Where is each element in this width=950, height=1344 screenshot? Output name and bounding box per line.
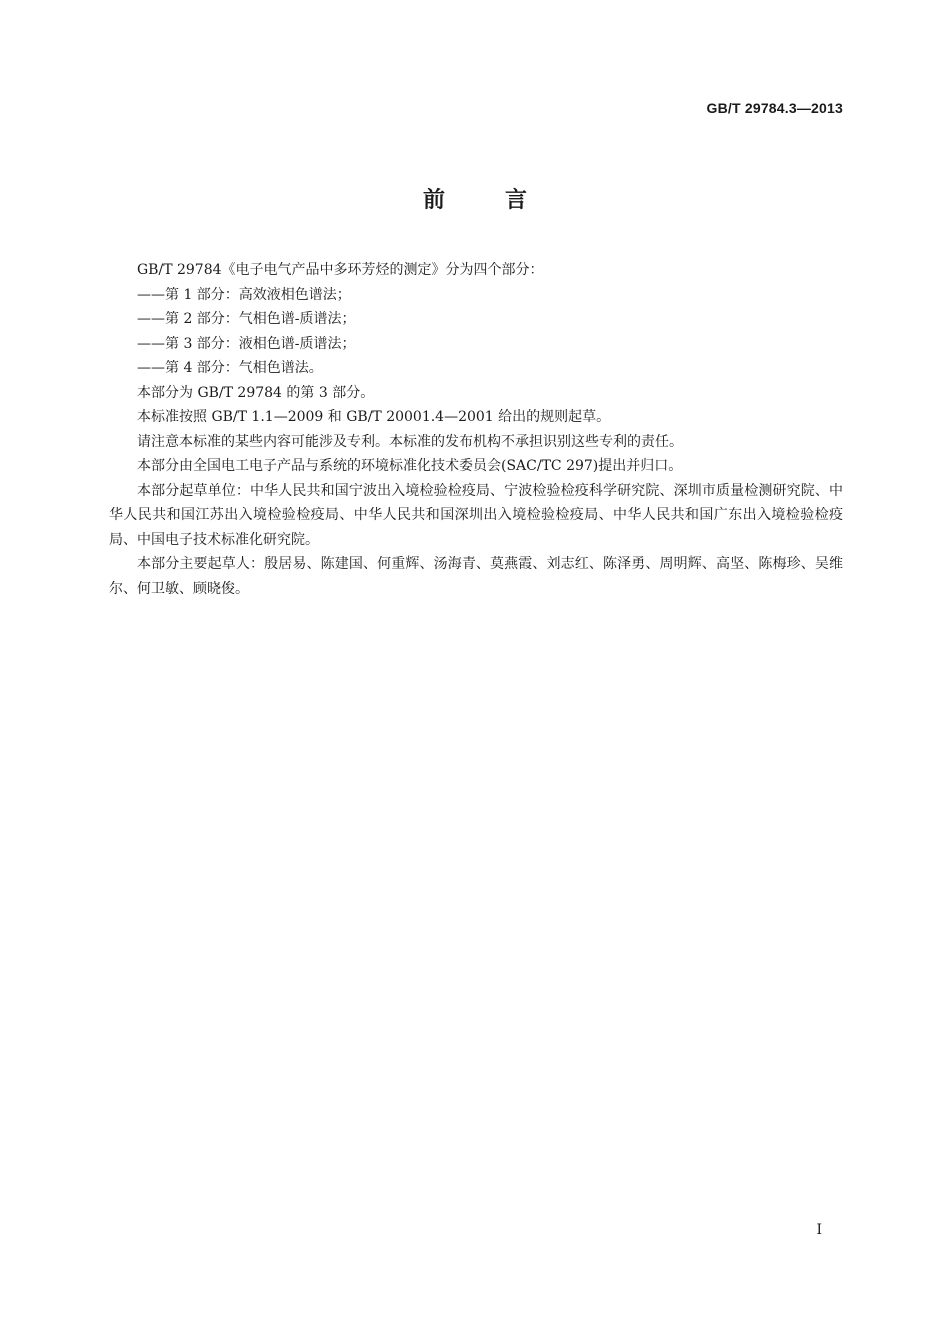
- committee-statement: 本部分由全国电工电子产品与系统的环境标准化技术委员会(SAC/TC 297)提出并归口。: [137, 458, 683, 474]
- part-statement: 本部分为 GB/T 29784 的第 3 部分。: [137, 384, 375, 401]
- page-title: 前言: [422, 188, 587, 213]
- part-list-item: ——第 2 部分：气相色谱-质谱法；: [137, 311, 356, 327]
- document-code: GB/T 29784.3—2013: [706, 100, 843, 116]
- foreword-body: [109, 258, 843, 601]
- part-list-item: ——第 4 部分：气相色谱法。: [137, 360, 323, 376]
- page-number: I: [816, 1222, 822, 1238]
- drafting-units: 本部分起草单位：中华人民共和国宁波出入境检验检疫局、宁波检验检疫科学研究院、深圳市质量检测研究院、中华人民共和国江苏出入境检验检疫局、中华人民共和国深圳出入境检验检疫局、中华人民共和国广东出入境检验检疫局、中国电子技术标准化研究院。: [109, 482, 843, 548]
- part-list-item: ——第 3 部分：液相色谱-质谱法；: [137, 335, 356, 352]
- drafters: 本部分主要起草人：殷居易、陈建国、何重辉、汤海青、莫燕霞、刘志红、陈泽勇、周明辉、高坚、陈梅珍、吴维尔、何卫敏、顾晓俊。: [109, 556, 843, 597]
- drafting-rules: 本标准按照 GB/T 1.1—2009 和 GB/T 20001.4—2001 给出的规则起草。: [137, 409, 611, 425]
- patent-notice: 请注意本标准的某些内容可能涉及专利。本标准的发布机构不承担识别这些专利的责任。: [137, 433, 683, 450]
- part-list-item: ——第 1 部分：高效液相色谱法；: [137, 286, 351, 303]
- intro-paragraph: GB/T 29784《电子电气产品中多环芳烃的测定》分为四个部分：: [137, 262, 544, 278]
